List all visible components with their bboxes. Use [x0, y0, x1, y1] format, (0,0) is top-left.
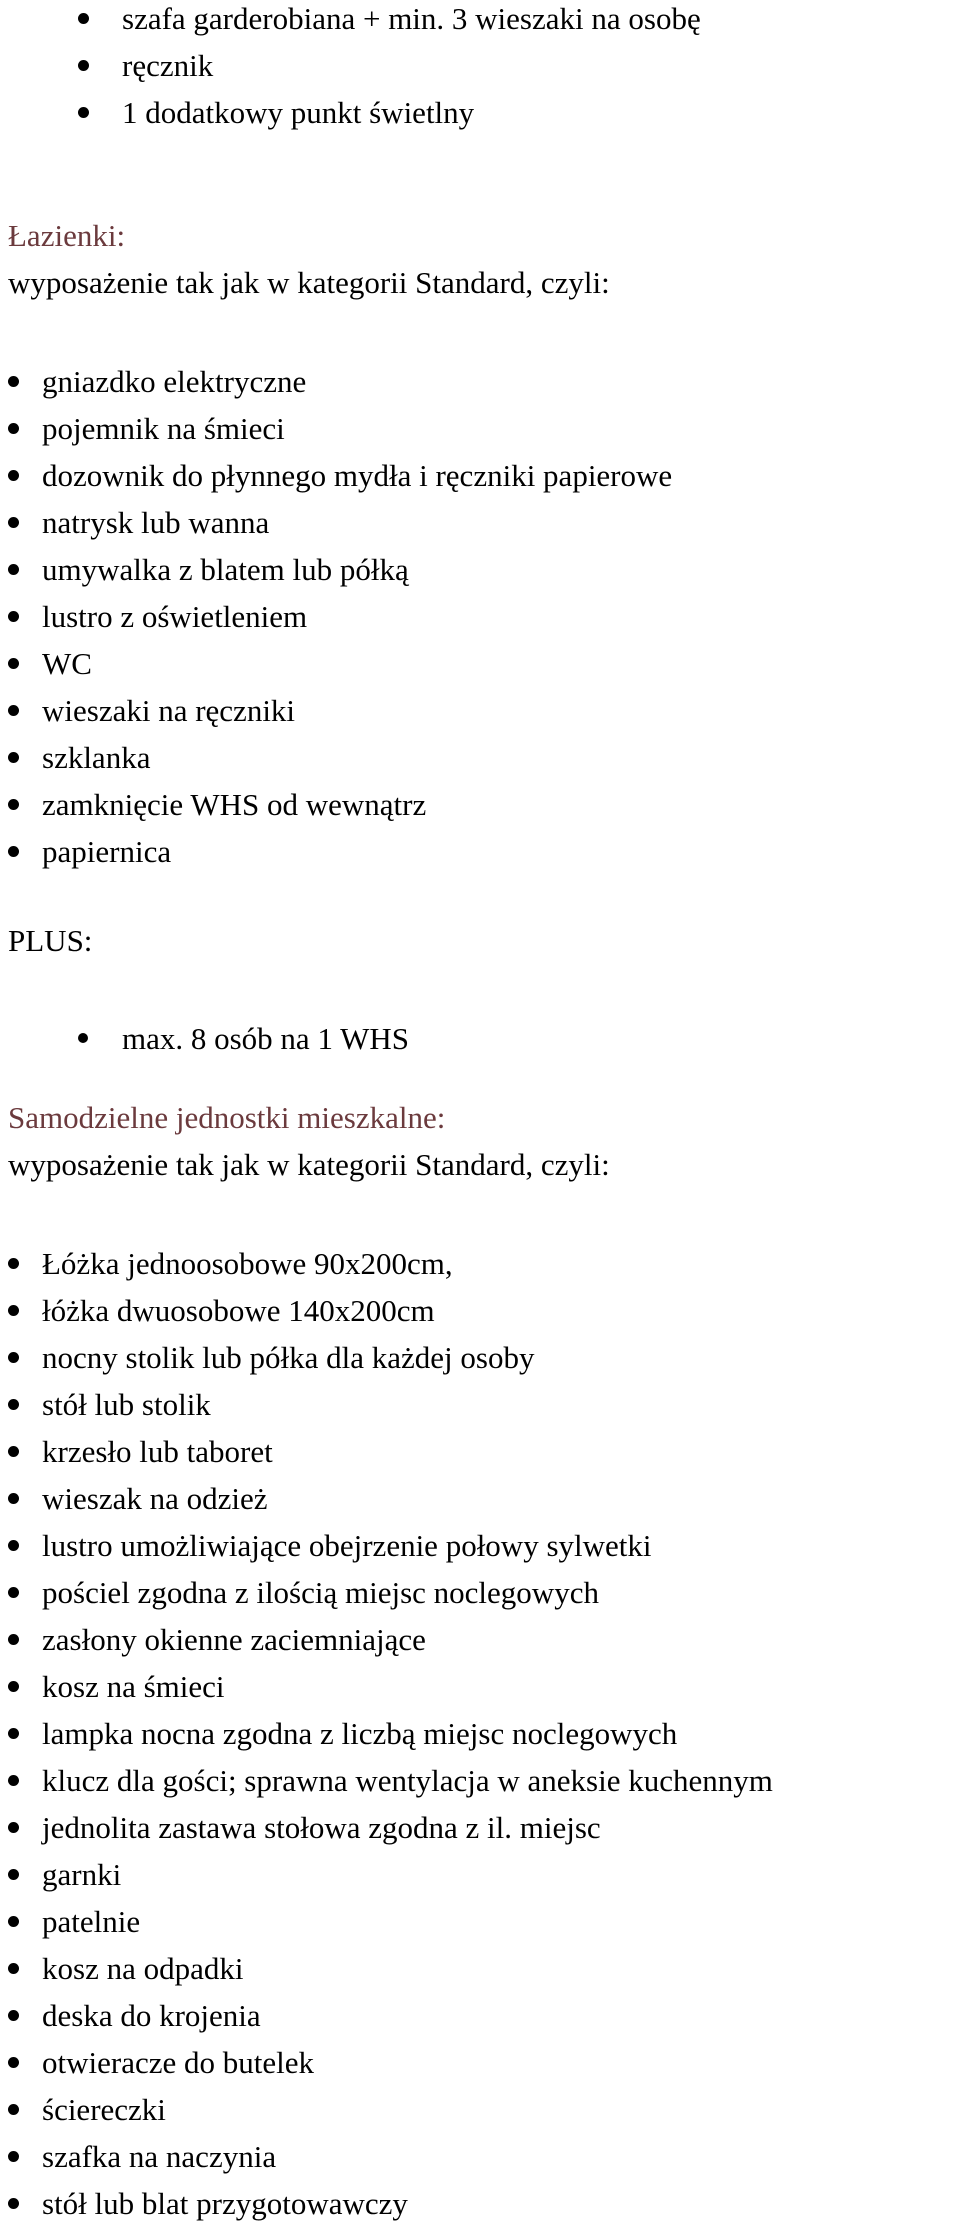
bullet-icon [8, 2151, 19, 2162]
plus-heading: PLUS: [8, 923, 93, 958]
list-item: umywalka z blatem lub półką [42, 552, 409, 587]
bullet-icon [8, 1258, 19, 1269]
list-item: Łóżka jednoosobowe 90x200cm, [42, 1246, 453, 1281]
list-item: pościel zgodna z ilością miejsc noclegowych [42, 1575, 599, 1610]
bullet-icon [8, 2198, 19, 2209]
list-item: lustro umożliwiające obejrzenie połowy sylwetki [42, 1528, 652, 1563]
list-item: ściereczki [42, 2092, 166, 2127]
bullet-icon [8, 1352, 19, 1363]
list-item: łóżka dwuosobowe 140x200cm [42, 1293, 435, 1328]
list-item: lampka nocna zgodna z liczbą miejsc noclegowych [42, 1716, 678, 1751]
lazienki-intro: wyposażenie tak jak w kategorii Standard, czyli: [8, 265, 610, 300]
bullet-icon [8, 611, 19, 622]
list-item: otwieracze do butelek [42, 2045, 314, 2080]
list-item: ręcznik [122, 48, 214, 83]
bullet-icon [78, 1033, 88, 1043]
list-item: klucz dla gości; sprawna wentylacja w aneksie kuchennym [42, 1763, 773, 1798]
list-item: max. 8 osób na 1 WHS [122, 1021, 410, 1056]
list-item: lustro z oświetleniem [42, 599, 308, 634]
list-item: stół lub stolik [42, 1387, 211, 1422]
bullet-icon [8, 658, 19, 669]
bullet-icon [8, 1634, 19, 1645]
bullet-icon [8, 1869, 19, 1880]
bullet-icon [8, 1446, 19, 1457]
list-item: stół lub blat przygotowawczy [42, 2186, 408, 2221]
bullet-icon [78, 60, 89, 71]
list-item: kosz na odpadki [42, 1951, 244, 1986]
bullet-icon [8, 517, 19, 528]
bullet-icon [8, 1775, 19, 1786]
list-item: szafa garderobiana + min. 3 wieszaki na osobę [122, 1, 701, 36]
bullet-icon [8, 376, 19, 387]
bullet-icon [8, 1681, 19, 1692]
bullet-icon [8, 1916, 19, 1927]
samodzielne-intro: wyposażenie tak jak w kategorii Standard, czyli: [8, 1147, 610, 1182]
list-item: jednolita zastawa stołowa zgodna z il. miejsc [42, 1810, 601, 1845]
bullet-icon [8, 564, 19, 575]
bullet-icon [8, 1399, 19, 1410]
bullet-icon [8, 1963, 19, 1974]
list-item: kosz na śmieci [42, 1669, 225, 1704]
list-item: WC [42, 646, 92, 681]
list-item: szklanka [42, 740, 151, 775]
list-item: wieszak na odzież [42, 1481, 268, 1516]
bullet-icon [8, 846, 19, 857]
list-item: deska do krojenia [42, 1998, 261, 2033]
list-item: pojemnik na śmieci [42, 411, 285, 446]
bullet-icon [8, 1587, 19, 1598]
bullet-icon [8, 2104, 19, 2115]
list-item: nocny stolik lub półka dla każdej osoby [42, 1340, 535, 1375]
bullet-icon [78, 13, 89, 24]
list-item: papiernica [42, 834, 172, 869]
bullet-icon [8, 1305, 19, 1316]
list-item: natrysk lub wanna [42, 505, 270, 540]
bullet-icon [8, 1540, 19, 1551]
bullet-icon [8, 705, 19, 716]
bullet-icon [8, 752, 19, 763]
list-item: 1 dodatkowy punkt świetlny [122, 95, 475, 130]
bullet-icon [8, 470, 19, 481]
list-item: gniazdko elektryczne [42, 364, 307, 399]
bullet-icon [8, 1728, 19, 1739]
bullet-icon [8, 799, 19, 810]
bullet-icon [8, 423, 19, 434]
bullet-icon [78, 107, 89, 118]
bullet-icon [8, 1822, 19, 1833]
list-item: zamknięcie WHS od wewnątrz [42, 787, 427, 822]
list-item: wieszaki na ręczniki [42, 693, 296, 728]
list-item: zasłony okienne zaciemniające [42, 1622, 426, 1657]
list-item: garnki [42, 1857, 122, 1892]
samodzielne-heading: Samodzielne jednostki mieszkalne: [8, 1100, 446, 1135]
lazienki-heading: Łazienki: [8, 218, 126, 253]
bullet-icon [8, 1493, 19, 1504]
list-item: dozownik do płynnego mydła i ręczniki papierowe [42, 458, 673, 493]
bullet-icon [8, 2057, 19, 2068]
list-item: szafka na naczynia [42, 2139, 277, 2174]
list-item: patelnie [42, 1904, 141, 1939]
bullet-icon [8, 2010, 19, 2021]
list-item: krzesło lub taboret [42, 1434, 273, 1469]
